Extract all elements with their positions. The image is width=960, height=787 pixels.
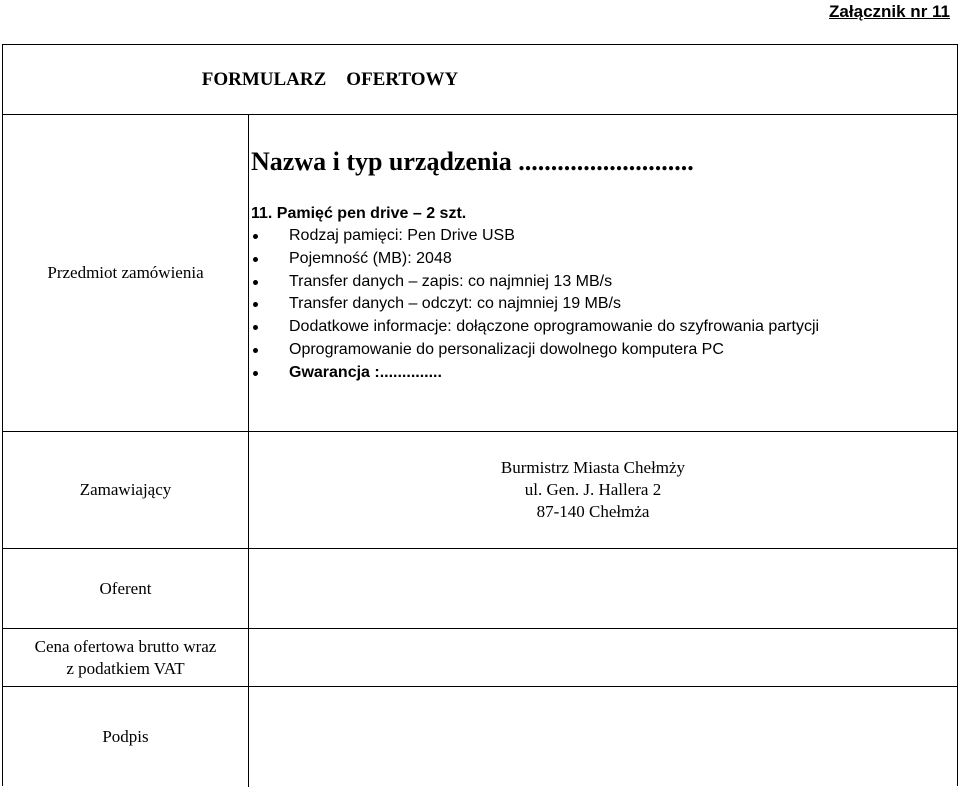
orderer-line-name: Burmistrz Miasta Chełmży [500, 458, 686, 477]
subject-row [3, 115, 957, 432]
price-field[interactable] [249, 629, 957, 686]
orderer-label: Zamawiający [3, 432, 249, 548]
offer-form-table [2, 44, 958, 786]
signature-label: Podpis [3, 687, 249, 787]
orderer-line-city: 87-140 Chełmża [536, 502, 650, 521]
form-title-word-1: FORMULARZ [201, 68, 327, 90]
feature-item: Rodzaj pamięci: Pen Drive USB [249, 225, 909, 248]
feature-list [249, 225, 909, 385]
device-name-heading: Nazwa i typ urządzenia ........................... [251, 147, 694, 176]
orderer-row [3, 432, 957, 549]
feature-item: Transfer danych – odczyt: co najmniej 19 MB/s [249, 293, 909, 316]
feature-item: Transfer danych – zapis: co najmniej 13 MB/s [249, 271, 909, 294]
form-title-word-2: OFERTOWY [346, 68, 459, 90]
bidder-field[interactable] [249, 549, 957, 628]
item-title: 11. Pamięć pen drive – 2 szt. [251, 205, 467, 222]
price-label-line-1: Cena ofertowa brutto wraz [34, 636, 217, 656]
attachment-label: Załącznik nr 11 [829, 2, 950, 21]
feature-item: Dodatkowe informacje: dołączone oprogramowanie do szyfrowania partycji [249, 316, 909, 339]
signature-row [3, 687, 957, 787]
feature-item: Oprogramowanie do personalizacji dowolnego komputera PC [249, 339, 909, 362]
feature-item-warranty: Gwarancja :.............. [249, 362, 909, 385]
price-row [3, 629, 957, 687]
price-label [3, 629, 249, 686]
feature-item: Pojemność (MB): 2048 [249, 248, 909, 271]
form-title-row [3, 45, 957, 115]
orderer-line-street: ul. Gen. J. Hallera 2 [524, 480, 662, 499]
signature-field[interactable] [249, 687, 957, 787]
bidder-row [3, 549, 957, 629]
subject-content [249, 115, 957, 431]
orderer-address [249, 432, 957, 548]
price-label-line-2: z podatkiem VAT [66, 658, 185, 678]
subject-label: Przedmiot zamówienia [3, 115, 249, 431]
bidder-label: Oferent [3, 549, 249, 628]
